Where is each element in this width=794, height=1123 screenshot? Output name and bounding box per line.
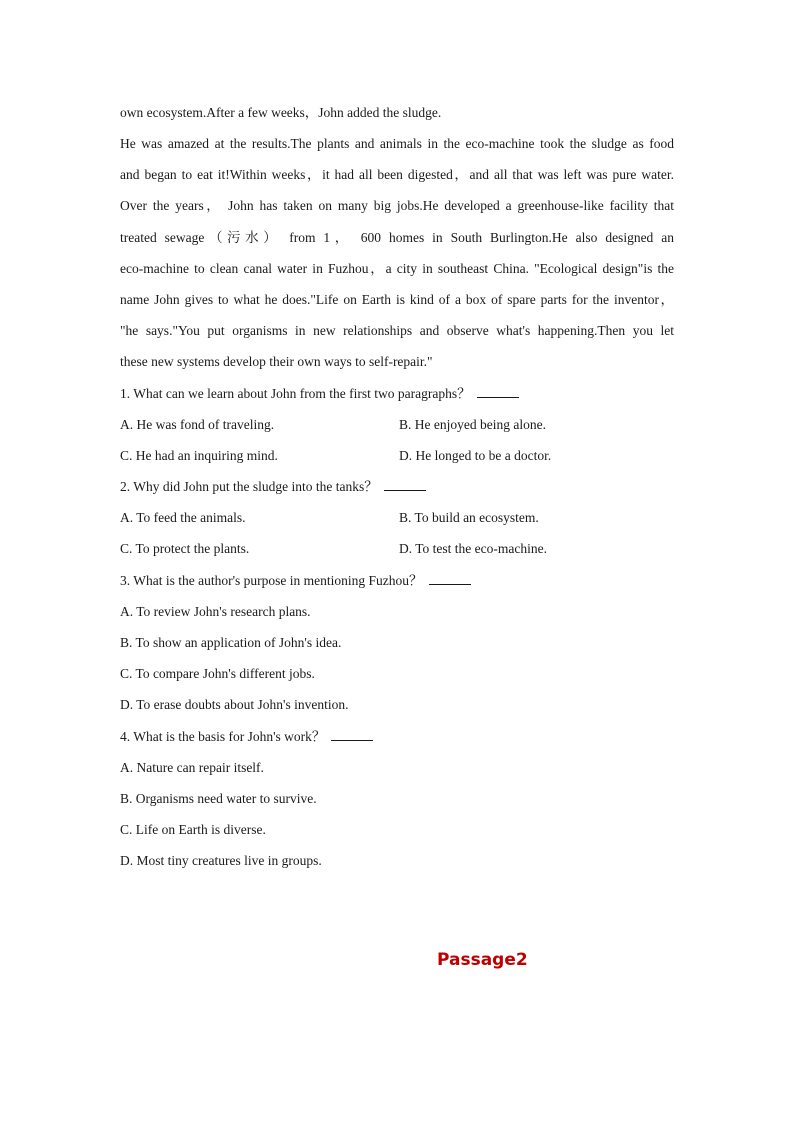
- answer-option: D. To erase doubts about John's invention.: [120, 697, 349, 712]
- answer-option: D. To test the eco-machine.: [399, 541, 548, 556]
- answer-option: D. Most tiny creatures live in groups.: [120, 853, 322, 868]
- question-stem-text: 1. What can we learn about John from the first two paragraphs？: [120, 386, 471, 401]
- answer-blank: [331, 728, 373, 741]
- section-heading: Passage2: [437, 950, 528, 970]
- answer-option: D. He longed to be a doctor.: [399, 448, 552, 463]
- question-stem-text: 2. Why did John put the sludge into the tanks？: [120, 479, 378, 494]
- question-stem: [120, 572, 471, 590]
- answer-option: C. Life on Earth is diverse.: [120, 822, 266, 837]
- answer-option: C. To compare John's different jobs.: [120, 666, 315, 681]
- question-stem: [120, 385, 519, 403]
- answer-option: A. Nature can repair itself.: [120, 760, 264, 775]
- answer-option: A. To feed the animals.: [120, 510, 246, 525]
- passage-line: and began to eat it!Within weeks，it had all been digested，and all that was left was pure water.: [120, 167, 674, 182]
- question-stem: [120, 478, 426, 496]
- passage-line: these new systems develop their own ways to self-repair.": [120, 354, 433, 369]
- answer-option: B. He enjoyed being alone.: [399, 417, 546, 432]
- answer-option: A. To review John's research plans.: [120, 604, 311, 619]
- passage-line: Over the years， John has taken on many big jobs.He developed a greenhouse-like facility that: [120, 198, 674, 213]
- passage-line: He was amazed at the results.The plants and animals in the eco-machine took the sludge as food: [120, 136, 674, 151]
- answer-option: C. He had an inquiring mind.: [120, 448, 278, 463]
- answer-option: B. To build an ecosystem.: [399, 510, 539, 525]
- answer-blank: [429, 572, 471, 585]
- answer-option: B. Organisms need water to survive.: [120, 791, 317, 806]
- answer-option: A. He was fond of traveling.: [120, 417, 275, 432]
- passage-line: "he says."You put organisms in new relationships and observe what's happening.Then you let: [120, 323, 674, 338]
- answer-option: B. To show an application of John's idea.: [120, 635, 342, 650]
- question-stem-text: 4. What is the basis for John's work？: [120, 729, 326, 744]
- passage-line: treated sewage（污水） from 1， 600 homes in South Burlington.He also designed an: [120, 230, 674, 245]
- question-stem: [120, 728, 373, 746]
- question-stem-text: 3. What is the author's purpose in mentioning Fuzhou？: [120, 573, 423, 588]
- answer-option: C. To protect the plants.: [120, 541, 250, 556]
- passage-line: eco-machine to clean canal water in Fuzhou，a city in southeast China. "Ecological design"is the: [120, 261, 674, 276]
- answer-blank: [477, 385, 519, 398]
- answer-blank: [384, 478, 426, 491]
- passage-line: name John gives to what he does."Life on Earth is kind of a box of spare parts for the inventor，: [120, 292, 674, 307]
- passage-line: own ecosystem.After a few weeks，John added the sludge.: [120, 105, 442, 120]
